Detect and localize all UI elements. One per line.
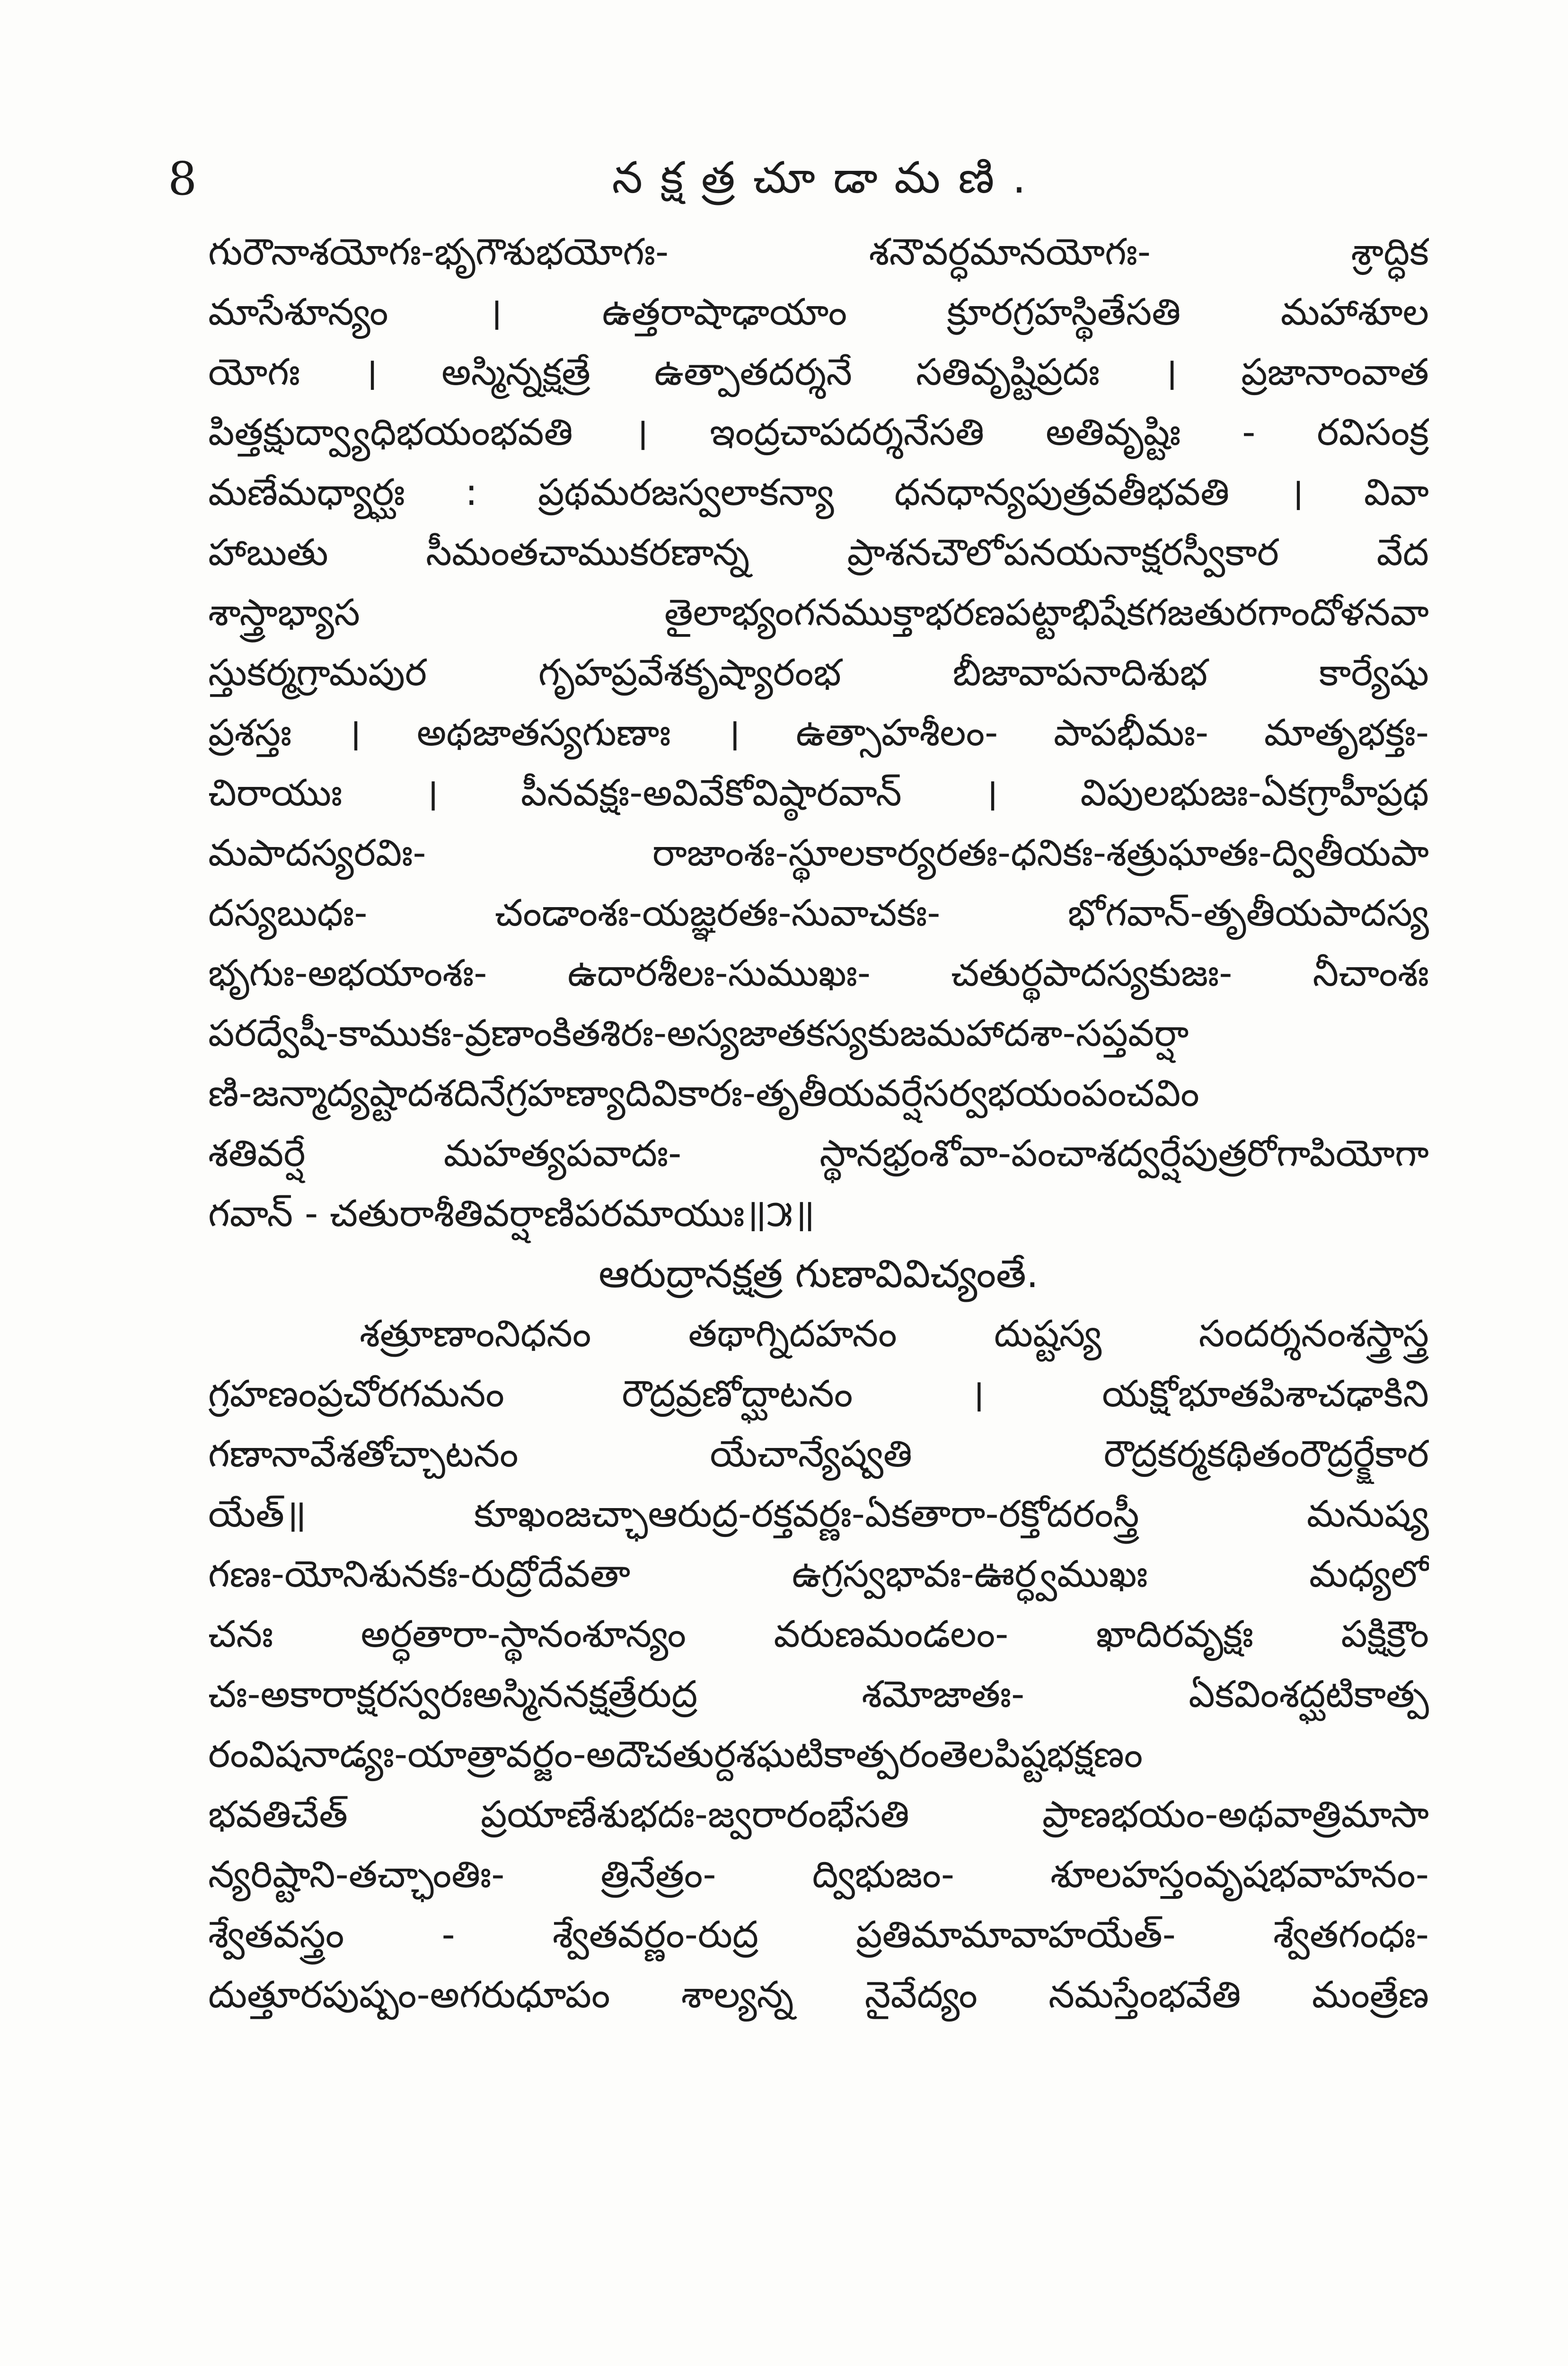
text-line: పరద్వేషీ-కాముకః-వ్రణాంకితశిరః-అస్యజాతకస్యకుజమహాదశా-సప్తవర్షా — [208, 1012, 1189, 1055]
text-line: గణానావేశతోచ్చాటనం యేచాన్యేష్వతి రౌద్రకర్మకథితంరౌద్రర్క్షేకార — [208, 1433, 1429, 1475]
text-line: న్యరిష్టాని-తచ్ఛాంతిః- త్రినేత్రం- ద్విభుజం- శూలహస్తంవృషభవాహనం- — [208, 1854, 1429, 1896]
text-line: శాస్త్రాభ్యాస తైలాభ్యంగనముక్తాభరణపట్టాభిషేకగజతురగాందోళనవా — [208, 592, 1429, 634]
text-line: హాబుతు సీమంతచాముకరణాన్న ప్రాశనచౌలోపనయనాక్షరస్వీకార వేద — [208, 531, 1429, 574]
text-line: గ్రహణంప్రచోరగమనం రౌద్రవ్రణోద్ఘాటనం । యక్షోభూతపిశాచఢాకిని — [208, 1373, 1429, 1415]
text-line: గవాన్ - చతురాశీతివర్షాణిపరమాయుః॥౫॥ — [208, 1192, 815, 1235]
section-heading: ఆరుద్రానక్షత్ర గుణావివిచ్యంతే. — [599, 1252, 1039, 1297]
text-line: శతివర్షే మహత్యపవాదః- స్థానభ్రంశోవా-పంచాశద్వర్షేపుత్రరోగాపియోగా — [208, 1132, 1429, 1175]
text-line: చిరాయుః । పీనవక్షః-అవివేకోవిష్ఠారవాన్ । విపులభుజః-ఏకగ్రాహీప్రథ — [208, 772, 1429, 814]
text-line: ణి-జన్మాద్యష్టాదశదినేగ్రహణ్యాదివికారః-తృతీయవర్షేసర్వభయంపంచవిం — [208, 1072, 1199, 1115]
text-line: దుత్తూరపుష్పం-అగరుధూపం శాల్యన్న నైవేద్యం నమస్తేంభవేతి మంత్రేణ — [208, 1974, 1429, 2016]
text-line: గణః-యోనిశునకః-రుద్రోదేవతా ఉగ్రస్వభావః-ఊర్ధ్వముఖః మధ్యలో — [208, 1553, 1429, 1596]
text-line: శ్వేతవస్త్రం - శ్వేతవర్ణం-రుద్ర ప్రతిమామావాహయేత్- శ్వేతగంధః- — [208, 1914, 1429, 1956]
text-line: చనః అర్ధతారా-స్థానంశూన్యం వరుణమండలం- ఖాదిరవృక్షః పక్షిక్రౌం — [208, 1613, 1429, 1656]
text-line: రంవిషనాడ్యః-యాత్రావర్జం-అదౌచతుర్దశఘటికాత్పరంతెలపిష్టభక్షణం — [208, 1733, 1143, 1776]
text-line: దస్యబుధః- చండాంశః-యజ్ఞరతః-సువాచకః- భోగవాన్-తృతీయపాదస్య — [208, 892, 1429, 935]
running-head: నక్షత్రచూడామణి. — [612, 152, 1044, 203]
text-line: చః-అకారాక్షరస్వరఃఅస్మిననక్షత్రేరుద్ర శమోజాతః- ఏకవింశద్ఘటికాత్ప — [208, 1673, 1429, 1716]
body-text — [208, 222, 1429, 2025]
text-line: యోగః । అస్మిన్నక్షత్రే ఉత్పాతదర్శనే సతివృష్టిప్రదః । ప్రజానాంవాత — [208, 351, 1429, 394]
text-line: మణేమధ్యార్ఘః : ప్రథమరజస్వలాకన్యా ధనధాన్యపుత్రవతీభవతి । వివా — [208, 471, 1429, 514]
text-line: మపాదస్యరవిః- రాజాంశః-స్థూలకార్యరతః-ధనికః-శత్రుఘాతః-ద్వితీయపా — [208, 832, 1429, 874]
text-line: భవతిచేత్ ప్రయాణేశుభదః-జ్వరారంభేసతి ప్రాణభయం-అథవాత్రిమాసా — [208, 1793, 1429, 1836]
text-line: భృగుః-అభయాంశః- ఉదారశీలః-సుముఖః- చతుర్థపాదస్యకుజః- నీచాంశః — [208, 952, 1429, 995]
text-line: మాసేశూన్యం । ఉత్తరాషాఢాయాం క్రూరగ్రహస్థితేసతి మహాశూల — [208, 291, 1429, 334]
text-line: గురౌనాశయోగః-భృగౌశుభయోగః- శనౌవర్ధమానయోగః- శ్రాద్ధిక — [208, 231, 1429, 274]
text-line: ప్రశస్తః । అథజాతస్యగుణాః । ఉత్సాహశీలం- పాపభీమః- మాతృభక్తః- — [208, 712, 1429, 754]
text-line: శత్రూణాంనిధనం తథాగ్నిదహనం దుష్టస్య సందర్శనంశస్త్రాస్త్ర — [360, 1313, 1429, 1355]
page-number: 8 — [168, 152, 197, 205]
text-line: స్తుకర్మగ్రామపుర గృహప్రవేశకృష్యారంభ బీజావాపనాదిశుభ కార్యేషు — [208, 652, 1429, 694]
text-line: పిత్తక్షుద్వ్యాధిభయంభవతి । ఇంద్రచాపదర్శనేసతి అతివృష్టిః - రవిసంక్ర — [208, 411, 1429, 454]
text-line: యేత్॥ కూఖంజచ్ఛాఆరుద్ర-రక్తవర్ణః-ఏకతారా-రక్తోదరంస్త్రీ మనుష్య — [208, 1493, 1429, 1536]
